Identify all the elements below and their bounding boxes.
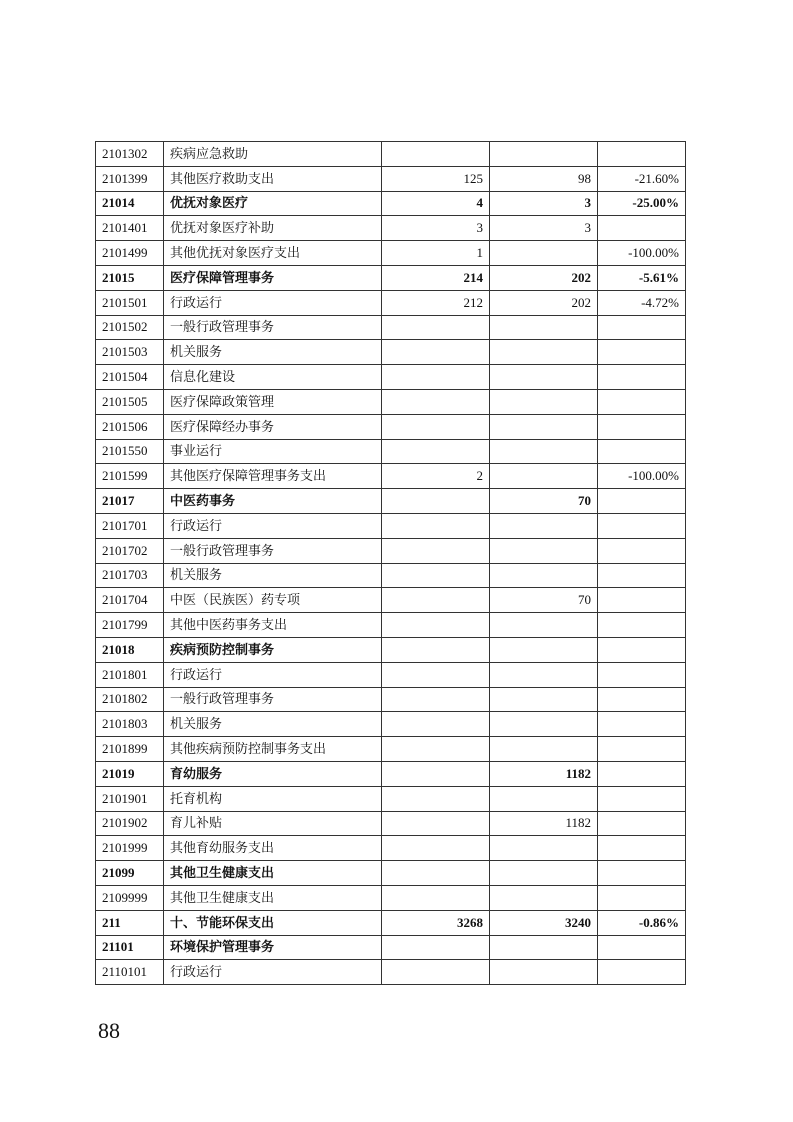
- curr-year-cell: [490, 464, 598, 489]
- name-cell: 环境保护管理事务: [164, 935, 382, 960]
- change-pct-cell: [598, 662, 686, 687]
- name-cell: 行政运行: [164, 290, 382, 315]
- table-row: [96, 216, 686, 241]
- curr-year-cell: [490, 935, 598, 960]
- table-row: [96, 687, 686, 712]
- prev-year-cell: [382, 836, 490, 861]
- code-cell: 21099: [96, 861, 164, 886]
- table-row-category: [96, 637, 686, 662]
- table-row-category: [96, 761, 686, 786]
- prev-year-cell: [382, 389, 490, 414]
- name-cell: 事业运行: [164, 439, 382, 464]
- change-pct-cell: [598, 737, 686, 762]
- curr-year-cell: 3: [490, 191, 598, 216]
- name-cell: 其他疾病预防控制事务支出: [164, 737, 382, 762]
- curr-year-cell: [490, 315, 598, 340]
- prev-year-cell: [382, 935, 490, 960]
- curr-year-cell: [490, 142, 598, 167]
- prev-year-cell: [382, 885, 490, 910]
- curr-year-cell: [490, 662, 598, 687]
- curr-year-cell: [490, 513, 598, 538]
- page-number: 88: [98, 1018, 120, 1043]
- change-pct-cell: [598, 414, 686, 439]
- curr-year-cell: [490, 389, 598, 414]
- curr-year-cell: [490, 414, 598, 439]
- name-cell: 医疗保障政策管理: [164, 389, 382, 414]
- curr-year-cell: [490, 340, 598, 365]
- table-row-category: [96, 191, 686, 216]
- code-cell: 2101704: [96, 588, 164, 613]
- name-cell: 育幼服务: [164, 761, 382, 786]
- prev-year-cell: 212: [382, 290, 490, 315]
- curr-year-cell: [490, 365, 598, 390]
- code-cell: 21101: [96, 935, 164, 960]
- curr-year-cell: [490, 861, 598, 886]
- prev-year-cell: [382, 365, 490, 390]
- code-cell: 21017: [96, 489, 164, 514]
- code-cell: 2101801: [96, 662, 164, 687]
- code-cell: 2109999: [96, 885, 164, 910]
- curr-year-cell: [490, 687, 598, 712]
- name-cell: 行政运行: [164, 513, 382, 538]
- curr-year-cell: [490, 960, 598, 985]
- name-cell: 中医（民族医）药专项: [164, 588, 382, 613]
- code-cell: 2101399: [96, 166, 164, 191]
- name-cell: 信息化建设: [164, 365, 382, 390]
- prev-year-cell: [382, 786, 490, 811]
- code-cell: 2101502: [96, 315, 164, 340]
- change-pct-cell: [598, 836, 686, 861]
- curr-year-cell: 1182: [490, 811, 598, 836]
- change-pct-cell: [598, 712, 686, 737]
- table-row: [96, 885, 686, 910]
- table-row: [96, 712, 686, 737]
- prev-year-cell: 1: [382, 241, 490, 266]
- code-cell: 2101703: [96, 563, 164, 588]
- table-row: [96, 464, 686, 489]
- name-cell: 十、节能环保支出: [164, 910, 382, 935]
- change-pct-cell: [598, 935, 686, 960]
- curr-year-cell: 202: [490, 265, 598, 290]
- curr-year-cell: [490, 563, 598, 588]
- code-cell: 2101899: [96, 737, 164, 762]
- name-cell: 优抚对象医疗: [164, 191, 382, 216]
- curr-year-cell: [490, 786, 598, 811]
- table-row-category: [96, 861, 686, 886]
- prev-year-cell: [382, 538, 490, 563]
- code-cell: 2110101: [96, 960, 164, 985]
- change-pct-cell: [598, 861, 686, 886]
- name-cell: 一般行政管理事务: [164, 315, 382, 340]
- curr-year-cell: [490, 538, 598, 563]
- change-pct-cell: [598, 389, 686, 414]
- name-cell: 其他中医药事务支出: [164, 613, 382, 638]
- code-cell: 2101701: [96, 513, 164, 538]
- change-pct-cell: [598, 563, 686, 588]
- table-row-category: [96, 935, 686, 960]
- table-row: [96, 613, 686, 638]
- change-pct-cell: [598, 439, 686, 464]
- table-row: [96, 662, 686, 687]
- table-row: [96, 389, 686, 414]
- table-row: [96, 563, 686, 588]
- name-cell: 其他卫生健康支出: [164, 885, 382, 910]
- prev-year-cell: [382, 662, 490, 687]
- prev-year-cell: [382, 687, 490, 712]
- change-pct-cell: [598, 489, 686, 514]
- code-cell: 211: [96, 910, 164, 935]
- name-cell: 行政运行: [164, 662, 382, 687]
- code-cell: 2101803: [96, 712, 164, 737]
- change-pct-cell: -0.86%: [598, 910, 686, 935]
- change-pct-cell: [598, 885, 686, 910]
- name-cell: 机关服务: [164, 563, 382, 588]
- code-cell: 2101902: [96, 811, 164, 836]
- curr-year-cell: 98: [490, 166, 598, 191]
- table-row-category: [96, 265, 686, 290]
- table-row: [96, 365, 686, 390]
- name-cell: 机关服务: [164, 340, 382, 365]
- name-cell: 托育机构: [164, 786, 382, 811]
- name-cell: 一般行政管理事务: [164, 687, 382, 712]
- change-pct-cell: [598, 216, 686, 241]
- code-cell: 2101999: [96, 836, 164, 861]
- table-row: [96, 290, 686, 315]
- name-cell: 其他育幼服务支出: [164, 836, 382, 861]
- budget-table-body: [96, 142, 686, 985]
- code-cell: 2101901: [96, 786, 164, 811]
- prev-year-cell: 4: [382, 191, 490, 216]
- prev-year-cell: 125: [382, 166, 490, 191]
- table-row: [96, 786, 686, 811]
- name-cell: 一般行政管理事务: [164, 538, 382, 563]
- table-row: [96, 315, 686, 340]
- change-pct-cell: [598, 142, 686, 167]
- curr-year-cell: [490, 241, 598, 266]
- table-row-category: [96, 489, 686, 514]
- code-cell: 2101550: [96, 439, 164, 464]
- code-cell: 2101702: [96, 538, 164, 563]
- name-cell: 机关服务: [164, 712, 382, 737]
- name-cell: 中医药事务: [164, 489, 382, 514]
- prev-year-cell: 3: [382, 216, 490, 241]
- prev-year-cell: [382, 637, 490, 662]
- code-cell: 21015: [96, 265, 164, 290]
- prev-year-cell: 2: [382, 464, 490, 489]
- code-cell: 2101503: [96, 340, 164, 365]
- code-cell: 2101799: [96, 613, 164, 638]
- table-row: [96, 811, 686, 836]
- prev-year-cell: [382, 588, 490, 613]
- prev-year-cell: 214: [382, 265, 490, 290]
- prev-year-cell: [382, 563, 490, 588]
- name-cell: 疾病应急救助: [164, 142, 382, 167]
- curr-year-cell: [490, 737, 598, 762]
- code-cell: 2101505: [96, 389, 164, 414]
- name-cell: 育儿补贴: [164, 811, 382, 836]
- prev-year-cell: [382, 489, 490, 514]
- table-row: [96, 538, 686, 563]
- curr-year-cell: 70: [490, 588, 598, 613]
- name-cell: 医疗保障管理事务: [164, 265, 382, 290]
- change-pct-cell: [598, 811, 686, 836]
- change-pct-cell: [598, 960, 686, 985]
- change-pct-cell: [598, 588, 686, 613]
- prev-year-cell: [382, 737, 490, 762]
- curr-year-cell: [490, 613, 598, 638]
- curr-year-cell: [490, 836, 598, 861]
- prev-year-cell: [382, 513, 490, 538]
- change-pct-cell: -4.72%: [598, 290, 686, 315]
- change-pct-cell: [598, 786, 686, 811]
- code-cell: 2101501: [96, 290, 164, 315]
- prev-year-cell: [382, 315, 490, 340]
- change-pct-cell: [598, 613, 686, 638]
- table-row-category: [96, 910, 686, 935]
- curr-year-cell: 3240: [490, 910, 598, 935]
- table-row: [96, 836, 686, 861]
- code-cell: 2101504: [96, 365, 164, 390]
- table-row: [96, 737, 686, 762]
- curr-year-cell: [490, 637, 598, 662]
- code-cell: 2101506: [96, 414, 164, 439]
- code-cell: 2101802: [96, 687, 164, 712]
- name-cell: 其他优抚对象医疗支出: [164, 241, 382, 266]
- change-pct-cell: [598, 761, 686, 786]
- name-cell: 医疗保障经办事务: [164, 414, 382, 439]
- change-pct-cell: -100.00%: [598, 464, 686, 489]
- table-row: [96, 340, 686, 365]
- prev-year-cell: [382, 414, 490, 439]
- curr-year-cell: [490, 885, 598, 910]
- name-cell: 优抚对象医疗补助: [164, 216, 382, 241]
- name-cell: 其他卫生健康支出: [164, 861, 382, 886]
- table-row: [96, 588, 686, 613]
- curr-year-cell: [490, 712, 598, 737]
- change-pct-cell: -21.60%: [598, 166, 686, 191]
- code-cell: 21014: [96, 191, 164, 216]
- prev-year-cell: 3268: [382, 910, 490, 935]
- table-row: [96, 142, 686, 167]
- curr-year-cell: 70: [490, 489, 598, 514]
- table-row: [96, 241, 686, 266]
- name-cell: 疾病预防控制事务: [164, 637, 382, 662]
- curr-year-cell: 202: [490, 290, 598, 315]
- table-row: [96, 960, 686, 985]
- prev-year-cell: [382, 960, 490, 985]
- change-pct-cell: [598, 315, 686, 340]
- prev-year-cell: [382, 712, 490, 737]
- change-pct-cell: -25.00%: [598, 191, 686, 216]
- prev-year-cell: [382, 439, 490, 464]
- prev-year-cell: [382, 613, 490, 638]
- table-row: [96, 166, 686, 191]
- curr-year-cell: 1182: [490, 761, 598, 786]
- change-pct-cell: -5.61%: [598, 265, 686, 290]
- prev-year-cell: [382, 340, 490, 365]
- name-cell: 行政运行: [164, 960, 382, 985]
- table-row: [96, 513, 686, 538]
- prev-year-cell: [382, 761, 490, 786]
- curr-year-cell: [490, 439, 598, 464]
- code-cell: 2101302: [96, 142, 164, 167]
- table-row: [96, 439, 686, 464]
- name-cell: 其他医疗救助支出: [164, 166, 382, 191]
- prev-year-cell: [382, 142, 490, 167]
- code-cell: 21018: [96, 637, 164, 662]
- change-pct-cell: [598, 687, 686, 712]
- change-pct-cell: [598, 513, 686, 538]
- change-pct-cell: [598, 365, 686, 390]
- change-pct-cell: [598, 538, 686, 563]
- table-row: [96, 414, 686, 439]
- change-pct-cell: -100.00%: [598, 241, 686, 266]
- prev-year-cell: [382, 811, 490, 836]
- prev-year-cell: [382, 861, 490, 886]
- change-pct-cell: [598, 637, 686, 662]
- code-cell: 2101401: [96, 216, 164, 241]
- budget-table: [95, 141, 686, 985]
- code-cell: 21019: [96, 761, 164, 786]
- curr-year-cell: 3: [490, 216, 598, 241]
- change-pct-cell: [598, 340, 686, 365]
- name-cell: 其他医疗保障管理事务支出: [164, 464, 382, 489]
- code-cell: 2101499: [96, 241, 164, 266]
- code-cell: 2101599: [96, 464, 164, 489]
